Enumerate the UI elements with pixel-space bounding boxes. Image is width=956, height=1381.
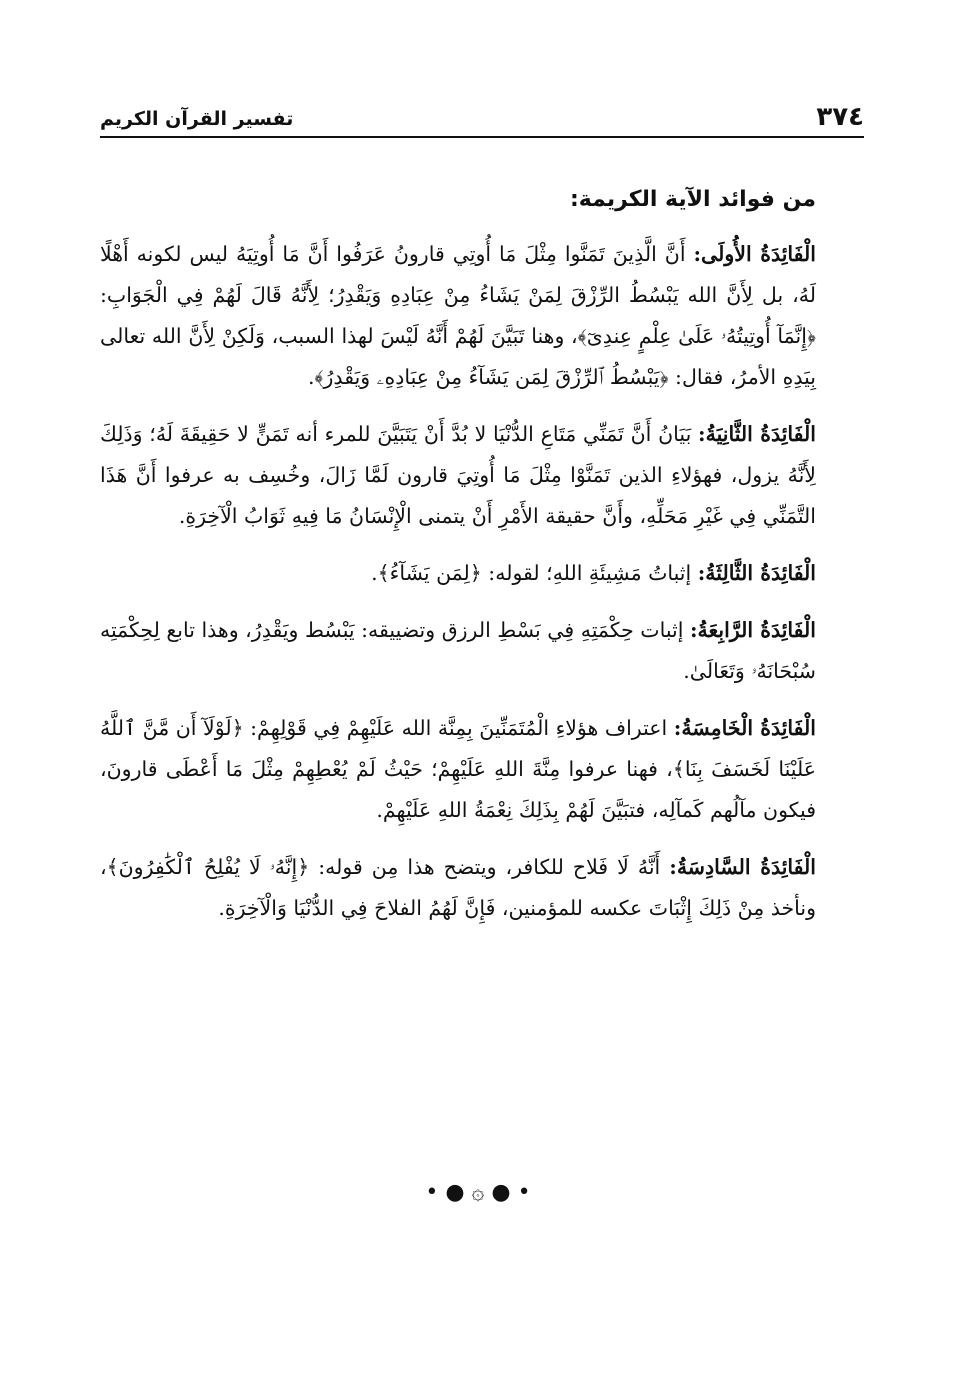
benefit-paragraph-1 bbox=[100, 234, 816, 398]
benefit-label: الْفَائِدَةُ الثَّانِيَةُ: bbox=[698, 422, 816, 446]
page-body bbox=[100, 180, 816, 945]
running-title: تفسير القرآن الكريم bbox=[100, 108, 294, 130]
benefit-paragraph-6 bbox=[100, 847, 816, 929]
page-header bbox=[100, 90, 864, 138]
benefit-text: أَنَّ الَّذِينَ تَمَنَّوا مِثْلَ مَا أُوتِي قارونُ عَرَفُوا أَنَّ مَا أُوتِيَهُ ليس لكونه أَهْلًا لَهُ، بل لِأَنَّ الله يَبْسُطُ الرِّزْقَ لِمَنْ يَشَاءُ مِنْ عِبَادِهِ وَيَقْدِرُ؛ لِأَنَّهُ قَالَ لَهُمْ فِي الْجَوَابِ: ﴿إِنَّمَآ أُوتِيتُهُۥ عَلَىٰ عِلْمٍ عِندِىٓ﴾، وهنا تَبَيَّنَ لَهُمْ أَنَّهُ لَيْسَ لهذا السبب، وَلَكِنْ لِأَنَّ الله تعالى بِيَدِهِ الأمرُ، فقال: ﴿يَبْسُطُ ٱلرِّزْقَ لِمَن يَشَآءُ مِنْ عِبَادِهِۦ وَيَقْدِرُ﴾. bbox=[100, 242, 817, 389]
benefit-paragraph-3 bbox=[100, 553, 816, 594]
benefit-text: اعتراف هؤلاءِ الْمُتَمَنِّينَ بِمِنَّة الله عَلَيْهِمْ فِي قَوْلِهِمْ: ﴿لَوْلَآ أَن مَّنَّ ٱللَّهُ عَلَيْنَا لَخَسَفَ بِنَا﴾، فهنا عرفوا مِنَّةَ اللهِ عَلَيْهِمْ؛ حَيْثُ لَمْ يُعْطِهِمْ مِثْلَ مَا أَعْطَى قارونَ، فيكون مآلُهم كَمآلِه، فتبَيَّنَ لَهُمْ بِذَلِكَ نِعْمَةُ اللهِ عَلَيْهِمْ. bbox=[100, 716, 816, 822]
section-title: من فوائد الآية الكريمة: bbox=[569, 187, 816, 212]
benefit-text: أَنَّهُ لَا فَلاح للكافر، ويتضح هذا مِن قوله: ﴿إِنَّهُۥ لَا يُفْلِحُ ٱلْكَٰفِرُونَ﴾، ونأخذ مِنْ ذَلِكَ إِثْبَاتَ عكسه للمؤمنين، فَإِنَّ لَهُمُ الفلاحَ فِي الدُّنْيَا وَالْآخِرَةِ. bbox=[100, 855, 816, 920]
page-number: ٣٧٤ bbox=[816, 102, 864, 132]
benefit-text: بَيَانُ أَنَّ تَمَنِّي مَتَاعِ الدُّنْيَا لا بُدَّ أَنْ يَتَبَيَّنَ للمرء أنه تَمَنٍّ لا حَقِيقَةَ لَهُ؛ وَذَلِكَ لِأَنَّهُ يزول، فهؤلاءِ الذين تَمَنَّوْا مِثْلَ مَا أُوتِيَ قارون لَمَّا زَالَ، وخُسِف به عرفوا أَنَّ هَذَا التَّمَنِّي فِي غَيْرِ مَحَلِّهِ، وأَنَّ حقيقة الأَمْرِ أَنْ يتمنى الْإِنْسَانُ مَا فِيهِ ثَوَابُ الْآخِرَةِ. bbox=[100, 422, 816, 528]
benefit-label: الْفَائِدَةُ السَّادِسَةُ: bbox=[669, 855, 816, 879]
benefit-label: الْفَائِدَةُ الثَّالِثَةُ: bbox=[697, 561, 816, 585]
benefit-label: الْفَائِدَةُ الرَّابِعَةُ: bbox=[689, 618, 816, 642]
benefit-label: الْفَائِدَةُ الأُولَى: bbox=[693, 242, 816, 266]
benefit-text: إثباتُ مَشِيئَةِ اللهِ؛ لقوله: ﴿لِمَن يَشَآءُ﴾. bbox=[371, 561, 698, 585]
benefit-label: الْفَائِدَةُ الْخَامِسَةُ: bbox=[673, 716, 816, 740]
end-ornament: • ● ۞ ● • bbox=[425, 1180, 531, 1205]
benefit-paragraph-2 bbox=[100, 414, 816, 537]
benefit-paragraph-5 bbox=[100, 708, 816, 831]
benefit-text: إثبات حِكْمَتِهِ فِي بَسْطِ الرزق وتضييقه: يَبْسُط ويَقْدِرُ، وهذا تابع لِحِكْمَتِه سُبْحَانَهُۥ وَتَعَالَىٰ. bbox=[100, 618, 816, 683]
benefit-paragraph-4 bbox=[100, 610, 816, 692]
